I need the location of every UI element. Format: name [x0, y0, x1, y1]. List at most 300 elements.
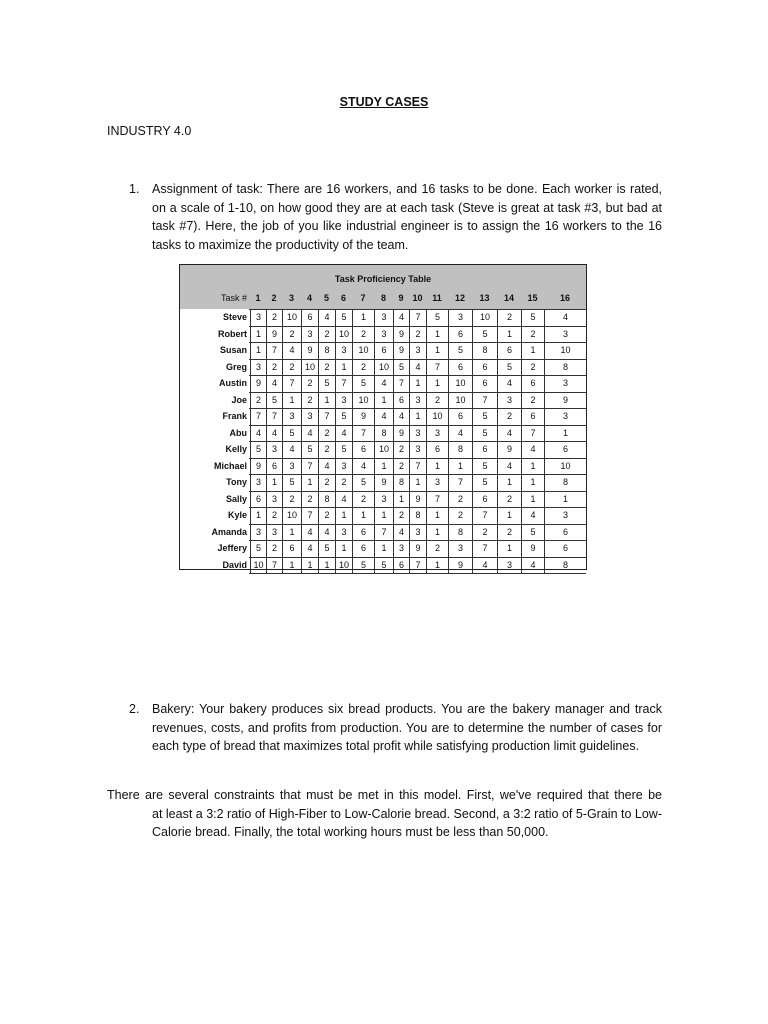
- table-cell: 1: [393, 491, 409, 508]
- table-cell: 4: [301, 524, 318, 541]
- table-cell: 10: [282, 507, 301, 524]
- table-cell: 2: [393, 441, 409, 458]
- table-cell: 1: [318, 392, 335, 409]
- table-cell: 1: [426, 375, 448, 392]
- table-cell: 4: [318, 309, 335, 326]
- table-cell: 6: [393, 392, 409, 409]
- table-cell: 7: [393, 375, 409, 392]
- table-cell: 4: [282, 441, 301, 458]
- table-cell: 6: [282, 540, 301, 557]
- table-cell: 3: [497, 392, 521, 409]
- table-cell: 4: [521, 557, 544, 574]
- table-cell: 7: [426, 359, 448, 376]
- table-cell: 6: [352, 524, 374, 541]
- table-cell: 9: [409, 491, 426, 508]
- table-cell: 4: [318, 524, 335, 541]
- table-cell: 5: [393, 359, 409, 376]
- table-cell: 9: [544, 392, 586, 409]
- table-cell: 5: [352, 474, 374, 491]
- table-cell: 6: [374, 342, 393, 359]
- task-header-5: 5: [323, 293, 329, 303]
- row-name-susan: Susan: [219, 345, 247, 355]
- table-cell: 4: [266, 375, 282, 392]
- task-header-3: 3: [288, 293, 294, 303]
- table-cell: 10: [374, 441, 393, 458]
- table-cell: 1: [250, 326, 266, 343]
- table-cell: 4: [301, 540, 318, 557]
- table-cell: 1: [335, 507, 352, 524]
- table-cell: 1: [426, 507, 448, 524]
- table-cell: 4: [472, 557, 497, 574]
- table-cell: 1: [409, 474, 426, 491]
- table-cell: 4: [266, 425, 282, 442]
- table-cell: 2: [266, 540, 282, 557]
- table-cell: 6: [472, 359, 497, 376]
- table-cell: 5: [472, 425, 497, 442]
- table-cell: 1: [448, 458, 472, 475]
- table-cell: 5: [266, 392, 282, 409]
- table-cell: 5: [426, 309, 448, 326]
- table-cell: 7: [374, 524, 393, 541]
- table-cell: 9: [250, 375, 266, 392]
- table-cell: 7: [266, 557, 282, 574]
- row-name-steve: Steve: [222, 312, 247, 322]
- table-cell: 6: [472, 375, 497, 392]
- table-cell: 6: [250, 491, 266, 508]
- table-cell: 5: [472, 458, 497, 475]
- table-cell: 7: [521, 425, 544, 442]
- table-cell: 2: [282, 326, 301, 343]
- table-cell: 8: [472, 342, 497, 359]
- row-name-austin: Austin: [219, 378, 247, 388]
- table-cell: 10: [352, 392, 374, 409]
- table-cell: 1: [544, 425, 586, 442]
- table-cell: 5: [448, 342, 472, 359]
- table-cell: 3: [374, 491, 393, 508]
- table-cell: 10: [448, 375, 472, 392]
- row-name-jeffery: Jeffery: [217, 543, 247, 553]
- table-cell: 8: [374, 425, 393, 442]
- table-cell: 2: [426, 540, 448, 557]
- table-cell: 5: [318, 540, 335, 557]
- table-cell: 1: [497, 474, 521, 491]
- table-cell: 6: [497, 342, 521, 359]
- task-header-6: 6: [340, 293, 346, 303]
- table-cell: 4: [393, 524, 409, 541]
- table-cell: 9: [374, 474, 393, 491]
- table-cell: 2: [393, 458, 409, 475]
- table-cell: 4: [335, 491, 352, 508]
- table-cell: 5: [335, 441, 352, 458]
- table-cell: 5: [352, 375, 374, 392]
- table-cell: 6: [472, 441, 497, 458]
- table-cell: 2: [266, 309, 282, 326]
- table-cell: 10: [301, 359, 318, 376]
- table-cell: 5: [497, 359, 521, 376]
- table-cell: 4: [282, 342, 301, 359]
- table-cell: 1: [318, 557, 335, 574]
- table-cell: 5: [521, 309, 544, 326]
- table-cell: 2: [497, 524, 521, 541]
- table-cell: 5: [282, 425, 301, 442]
- row-name-kyle: Kyle: [227, 510, 247, 520]
- table-cell: 4: [521, 507, 544, 524]
- table-cell: 8: [448, 441, 472, 458]
- table-cell: 10: [544, 458, 586, 475]
- table-cell: 6: [301, 309, 318, 326]
- table-cell: 6: [544, 441, 586, 458]
- table-cell: 3: [301, 408, 318, 425]
- task-header-9: 9: [398, 293, 404, 303]
- table-cell: 1: [374, 458, 393, 475]
- table-cell: 3: [301, 326, 318, 343]
- table-cell: 1: [409, 375, 426, 392]
- table-cell: 2: [426, 392, 448, 409]
- table-cell: 3: [448, 309, 472, 326]
- task-header-12: 12: [454, 293, 465, 303]
- table-cell: 7: [266, 408, 282, 425]
- table-cell: 2: [521, 359, 544, 376]
- table-cell: 8: [393, 474, 409, 491]
- row-name-sally: Sally: [225, 493, 247, 504]
- table-cell: 2: [393, 507, 409, 524]
- table-cell: 5: [250, 441, 266, 458]
- table-cell: 10: [374, 359, 393, 376]
- table-cell: 1: [374, 540, 393, 557]
- table-cell: 10: [544, 342, 586, 359]
- task-header-1: 1: [255, 293, 261, 303]
- table-cell: 6: [448, 326, 472, 343]
- row-name-robert: Robert: [218, 328, 247, 339]
- table-cell: 3: [282, 408, 301, 425]
- table-cell: 4: [497, 458, 521, 475]
- table-cell: 2: [282, 491, 301, 508]
- table-cell: 9: [521, 540, 544, 557]
- table-cell: 10: [448, 392, 472, 409]
- table-cell: 3: [426, 474, 448, 491]
- table-cell: 1: [544, 491, 586, 508]
- table-cell: 7: [282, 375, 301, 392]
- table-cell: 1: [497, 507, 521, 524]
- table-cell: 2: [318, 507, 335, 524]
- table-cell: 6: [544, 524, 586, 541]
- table-cell: 6: [426, 441, 448, 458]
- table-cell: 10: [472, 309, 497, 326]
- table-cell: 4: [374, 408, 393, 425]
- row-name-joe: Joe: [231, 394, 247, 405]
- table-cell: 2: [352, 326, 374, 343]
- table-cell: 1: [301, 557, 318, 574]
- table-cell: 1: [497, 540, 521, 557]
- table-cell: 2: [521, 392, 544, 409]
- table-cell: 6: [352, 540, 374, 557]
- table-cell: 7: [472, 540, 497, 557]
- table-cell: 1: [250, 507, 266, 524]
- table-cell: 10: [282, 309, 301, 326]
- table-cell: 1: [426, 458, 448, 475]
- table-cell: 2: [282, 359, 301, 376]
- table-cell: 1: [352, 507, 374, 524]
- table-cell: 7: [250, 408, 266, 425]
- table-cell: 2: [250, 392, 266, 409]
- list-text: Assignment of task: There are 16 workers, and 16 tasks to be done. Each worker is rated, on a scale of 1-10, on how good they are at each task (Steve is great at task #3, but bad at task #7). Here, the job of you like industrial engineer is to assign the 16 workers to the 16 tasks to maximize the productivity of the team.: [152, 182, 662, 253]
- table-cell: 7: [409, 309, 426, 326]
- table-body: [180, 265, 586, 569]
- table-cell: 1: [282, 392, 301, 409]
- table-cell: 5: [472, 474, 497, 491]
- table-cell: 4: [448, 425, 472, 442]
- table-cell: 9: [301, 342, 318, 359]
- task-header-10: 10: [412, 293, 423, 303]
- row-name-tony: Tony: [226, 477, 247, 487]
- table-cell: 3: [409, 342, 426, 359]
- table-cell: 10: [335, 557, 352, 574]
- table-cell: 3: [282, 458, 301, 475]
- task-header-16: 16: [559, 293, 570, 303]
- table-cell: 3: [374, 309, 393, 326]
- table-cell: 1: [426, 524, 448, 541]
- table-cell: 7: [301, 507, 318, 524]
- table-cell: 5: [318, 375, 335, 392]
- table-cell: 7: [426, 491, 448, 508]
- table-cell: 7: [409, 458, 426, 475]
- row-name-abu: Abu: [229, 427, 247, 438]
- table-cell: 5: [472, 326, 497, 343]
- task-header-8: 8: [380, 293, 386, 303]
- table-cell: 6: [266, 458, 282, 475]
- table-title-text: Task Proficiency Table: [334, 274, 432, 284]
- table-cell: 2: [497, 408, 521, 425]
- table-cell: 4: [409, 359, 426, 376]
- table-cell: 2: [472, 524, 497, 541]
- table-cell: 3: [426, 425, 448, 442]
- table-cell: 1: [282, 557, 301, 574]
- table-cell: 1: [521, 458, 544, 475]
- table-cell: 3: [250, 474, 266, 491]
- table-cell: 1: [426, 557, 448, 574]
- table-cell: 7: [266, 342, 282, 359]
- table-cell: 9: [393, 326, 409, 343]
- table-cell: 7: [409, 557, 426, 574]
- table-cell: 2: [521, 326, 544, 343]
- table-cell: 5: [335, 408, 352, 425]
- table-cell: 3: [266, 491, 282, 508]
- row-name-amanda: Amanda: [211, 526, 247, 537]
- table-cell: 3: [374, 326, 393, 343]
- table-cell: 2: [301, 392, 318, 409]
- table-cell: 3: [497, 557, 521, 574]
- row-name-michael: Michael: [213, 460, 247, 471]
- table-cell: 2: [335, 474, 352, 491]
- table-cell: 3: [544, 408, 586, 425]
- table-cell: 3: [393, 540, 409, 557]
- table-cell: 2: [266, 507, 282, 524]
- table-cell: 4: [497, 425, 521, 442]
- table-cell: 8: [544, 359, 586, 376]
- table-cell: 3: [335, 458, 352, 475]
- table-cell: 8: [318, 342, 335, 359]
- table-cell: 3: [448, 540, 472, 557]
- table-cell: 5: [472, 408, 497, 425]
- table-cell: 10: [426, 408, 448, 425]
- table-cell: 2: [409, 326, 426, 343]
- table-cell: 2: [318, 441, 335, 458]
- table-cell: 7: [301, 458, 318, 475]
- table-cell: 1: [497, 326, 521, 343]
- table-cell: 1: [409, 408, 426, 425]
- table-cell: 6: [544, 540, 586, 557]
- table-cell: 6: [521, 375, 544, 392]
- table-cell: 6: [393, 557, 409, 574]
- table-cell: 3: [266, 524, 282, 541]
- table-cell: 2: [301, 491, 318, 508]
- table-cell: 2: [318, 425, 335, 442]
- table-cell: 5: [301, 441, 318, 458]
- task-header-13: 13: [479, 293, 490, 303]
- task-header-4: 4: [306, 293, 312, 303]
- row-name-greg: Greg: [225, 361, 247, 372]
- table-cell: 8: [544, 557, 586, 574]
- table-cell: 1: [426, 326, 448, 343]
- table-cell: 3: [544, 326, 586, 343]
- table-cell: 8: [409, 507, 426, 524]
- table-cell: 5: [335, 309, 352, 326]
- paragraph-rest: at least a 3:2 ratio of High-Fiber to Low-Calorie bread. Second, a 3:2 ratio of 5-Grain to Low-Calorie bread. Finally, the total working hours must be less than 50,000.: [152, 806, 662, 840]
- table-cell: 4: [521, 441, 544, 458]
- table-cell: 2: [318, 359, 335, 376]
- table-cell: 7: [352, 425, 374, 442]
- task-header-14: 14: [503, 293, 514, 303]
- table-cell: 3: [335, 392, 352, 409]
- table-cell: 8: [318, 491, 335, 508]
- table-cell: 9: [250, 458, 266, 475]
- table-cell: 9: [352, 408, 374, 425]
- table-cell: 2: [352, 491, 374, 508]
- table-cell: 1: [521, 474, 544, 491]
- table-cell: 1: [250, 342, 266, 359]
- task-header-2: 2: [271, 293, 277, 303]
- table-cell: 6: [448, 359, 472, 376]
- table-cell: 2: [266, 359, 282, 376]
- table-cell: 6: [352, 441, 374, 458]
- table-cell: 8: [544, 474, 586, 491]
- table-cell: 7: [335, 375, 352, 392]
- table-cell: 9: [393, 342, 409, 359]
- table-cell: 4: [318, 458, 335, 475]
- table-cell: 9: [409, 540, 426, 557]
- table-cell: 1: [521, 342, 544, 359]
- table-cell: 5: [250, 540, 266, 557]
- table-cell: 2: [448, 507, 472, 524]
- table-cell: 6: [521, 408, 544, 425]
- table-cell: 9: [497, 441, 521, 458]
- table-cell: 4: [544, 309, 586, 326]
- table-cell: 1: [426, 342, 448, 359]
- table-cell: 2: [301, 375, 318, 392]
- table-cell: 6: [448, 408, 472, 425]
- table-cell: 10: [250, 557, 266, 574]
- table-cell: 2: [497, 309, 521, 326]
- table-cell: 9: [266, 326, 282, 343]
- table-cell: 1: [301, 474, 318, 491]
- table-cell: 4: [301, 425, 318, 442]
- table-cell: 9: [393, 425, 409, 442]
- task-header-11: 11: [432, 293, 442, 303]
- table-cell: 2: [497, 491, 521, 508]
- table-cell: 9: [448, 557, 472, 574]
- table-cell: 3: [250, 309, 266, 326]
- table-cell: 4: [352, 458, 374, 475]
- table-cell: 1: [282, 524, 301, 541]
- table-cell: 7: [472, 507, 497, 524]
- table-cell: 1: [374, 507, 393, 524]
- section-heading: INDUSTRY 4.0: [107, 124, 192, 138]
- row-name-kelly: Kelly: [225, 444, 247, 454]
- table-cell: 3: [409, 441, 426, 458]
- table-cell: 5: [282, 474, 301, 491]
- table-cell: 2: [352, 359, 374, 376]
- table-cell: 7: [318, 408, 335, 425]
- table-cell: 8: [448, 524, 472, 541]
- list-text: Bakery: Your bakery produces six bread products. You are the bakery manager and track revenues, costs, and profits from production. You are to determine the number of cases for each type of bread that maximizes total profit while satisfying production limit guidelines.: [152, 702, 662, 754]
- list-number: 2.: [129, 702, 140, 716]
- table-cell: 1: [374, 392, 393, 409]
- row-divider: [249, 573, 586, 574]
- table-cell: 1: [521, 491, 544, 508]
- table-cell: 3: [335, 524, 352, 541]
- table-cell: 1: [335, 359, 352, 376]
- task-proficiency-table: [179, 264, 587, 570]
- table-cell: 1: [352, 309, 374, 326]
- table-cell: 5: [521, 524, 544, 541]
- table-cell: 5: [352, 557, 374, 574]
- table-cell: 6: [472, 491, 497, 508]
- table-cell: 3: [544, 507, 586, 524]
- list-number: 1.: [129, 182, 140, 196]
- table-cell: 7: [448, 474, 472, 491]
- table-cell: 5: [374, 557, 393, 574]
- table-cell: 3: [409, 425, 426, 442]
- task-header-15: 15: [527, 293, 538, 303]
- table-cell: 4: [497, 375, 521, 392]
- table-cell: 10: [352, 342, 374, 359]
- table-cell: 4: [335, 425, 352, 442]
- table-cell: 3: [544, 375, 586, 392]
- table-cell: 4: [393, 309, 409, 326]
- row-name-frank: Frank: [222, 411, 247, 421]
- table-cell: 10: [335, 326, 352, 343]
- table-cell: 3: [250, 359, 266, 376]
- table-cell: 3: [409, 524, 426, 541]
- table-cell: 3: [250, 524, 266, 541]
- table-cell: 2: [318, 326, 335, 343]
- row-name-david: David: [222, 559, 247, 570]
- table-corner-label: Task #: [220, 293, 247, 303]
- table-cell: 7: [472, 392, 497, 409]
- table-cell: 3: [409, 392, 426, 409]
- table-cell: 1: [335, 540, 352, 557]
- table-cell: 4: [250, 425, 266, 442]
- table-cell: 1: [266, 474, 282, 491]
- constraints-paragraph: [107, 786, 662, 842]
- table-cell: 4: [374, 375, 393, 392]
- table-cell: 2: [318, 474, 335, 491]
- table-cell: 4: [393, 408, 409, 425]
- paragraph-first-line: There are several constraints that must be met in this model. First, we've required that there be: [107, 788, 662, 802]
- table-cell: 3: [335, 342, 352, 359]
- task-header-7: 7: [360, 293, 366, 303]
- page-title: STUDY CASES: [339, 95, 429, 109]
